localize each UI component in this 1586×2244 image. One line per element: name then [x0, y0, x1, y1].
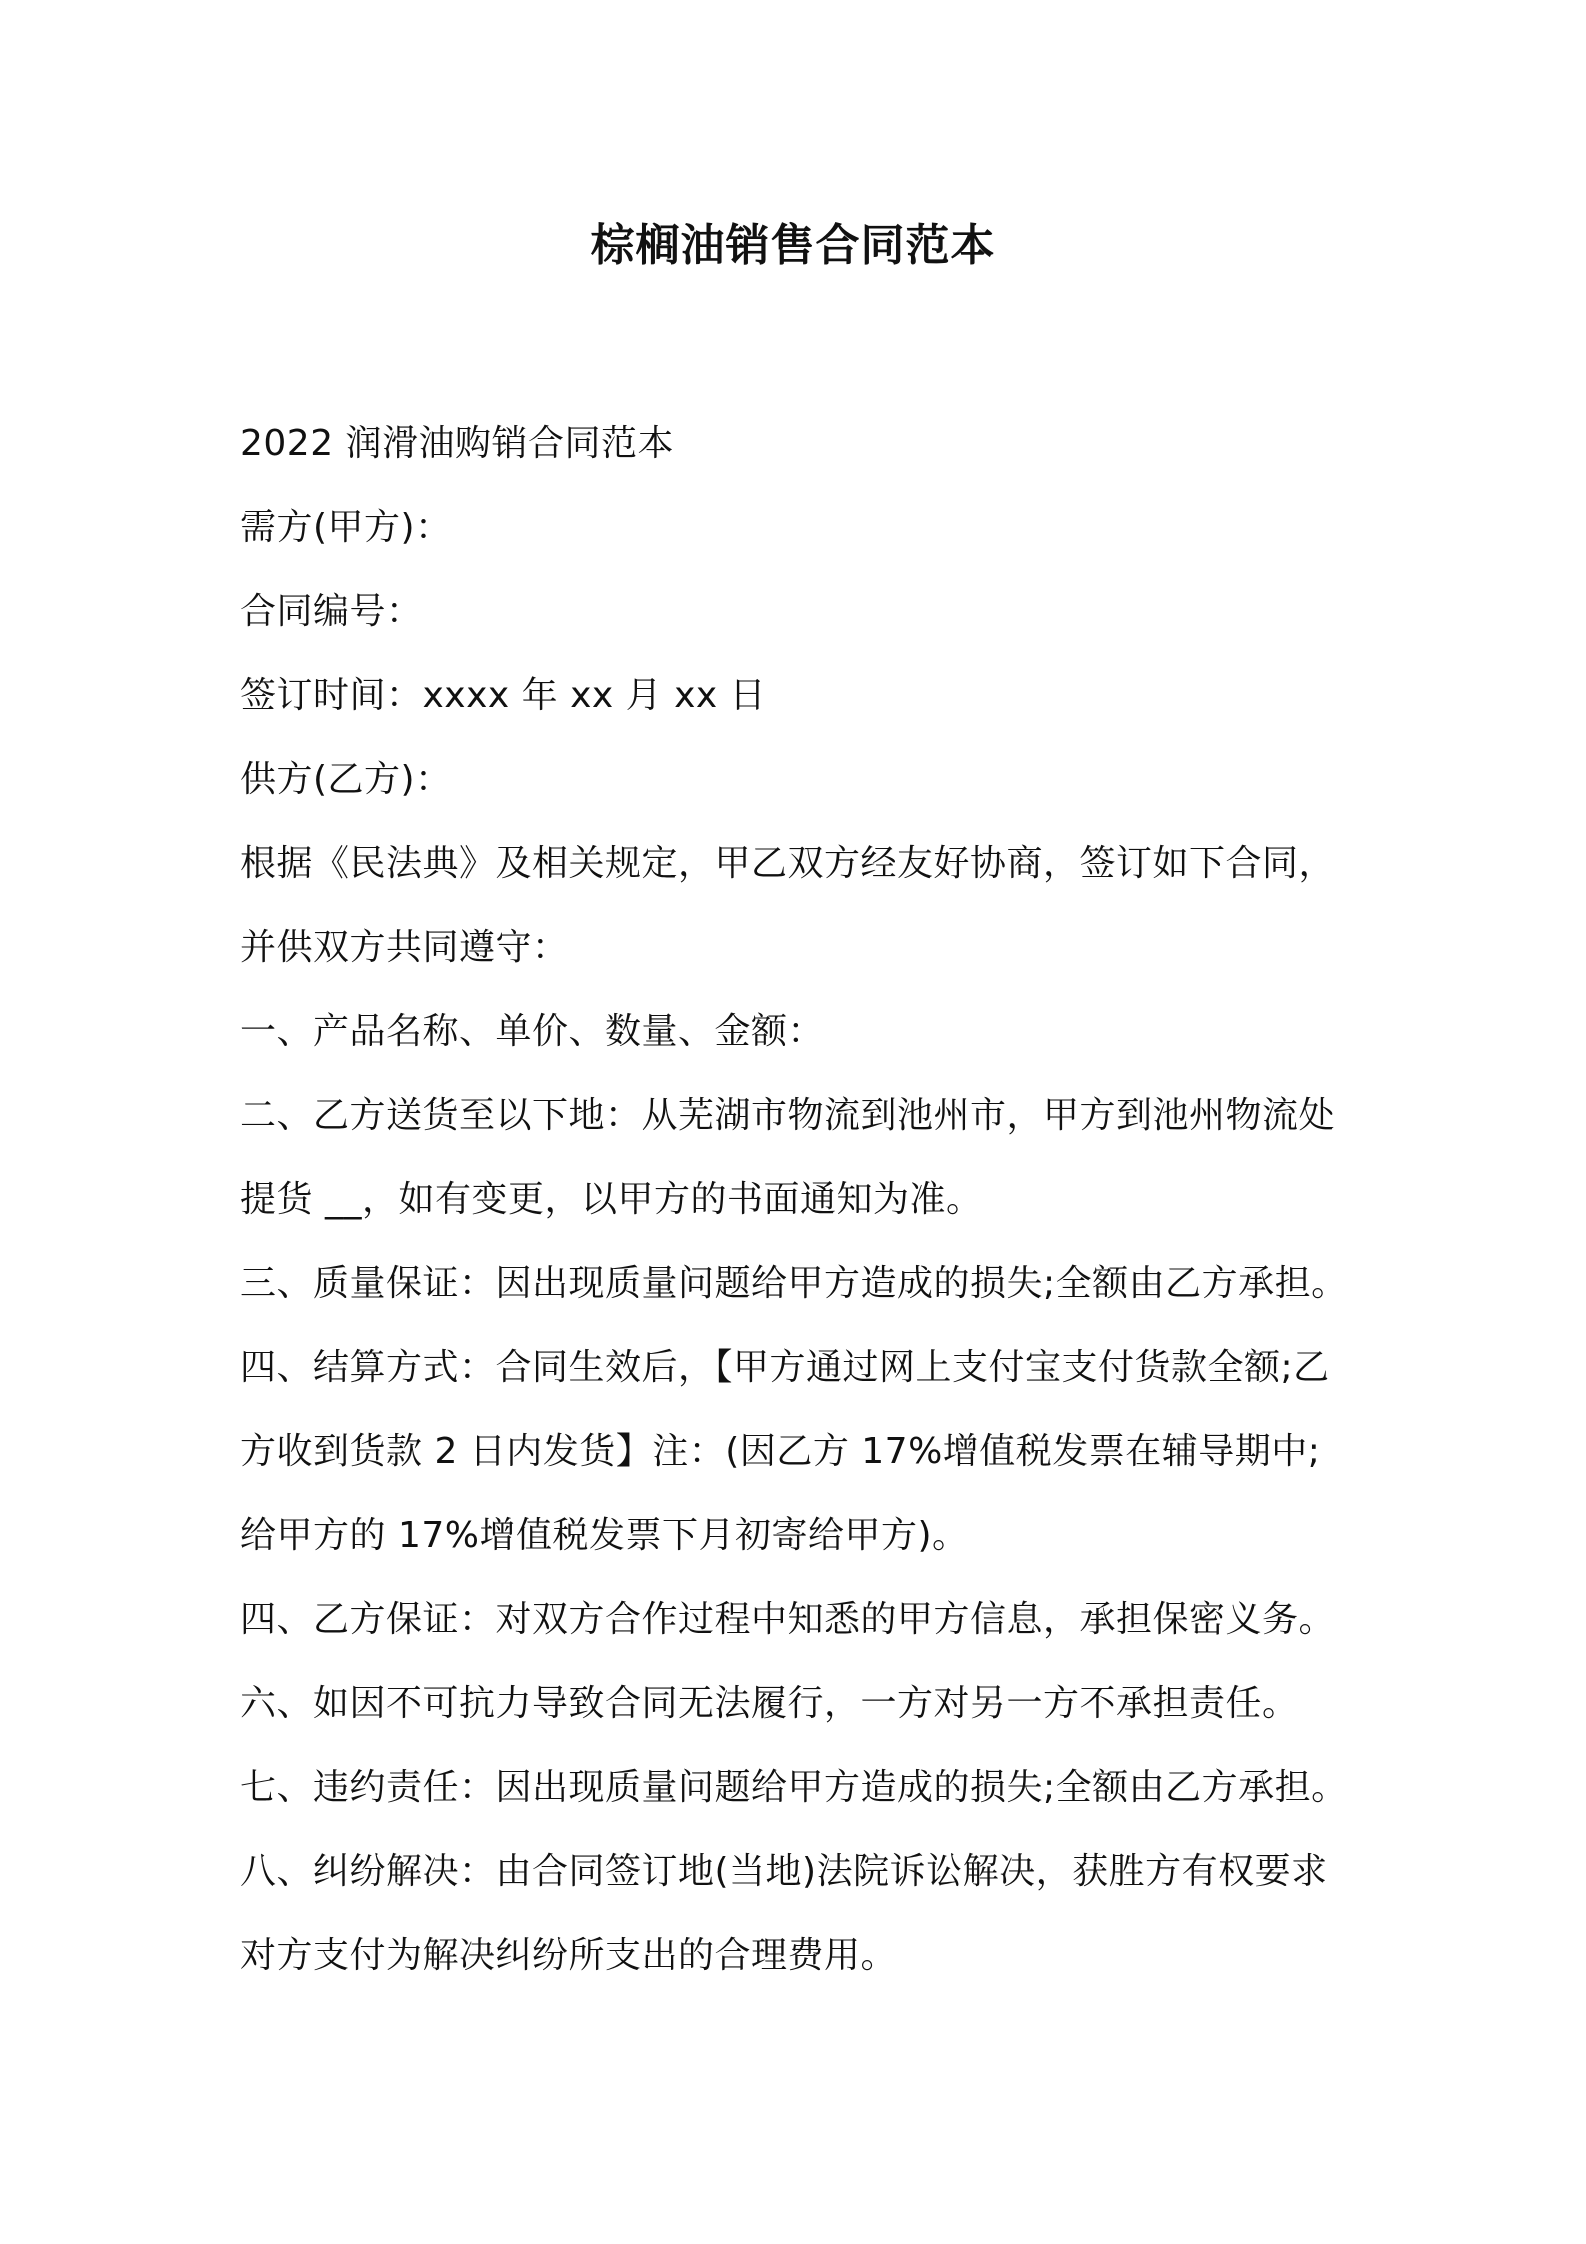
body-line: 给甲方的 17%增值税发票下月初寄给甲方)。 [240, 1515, 969, 1556]
body-line: 合同编号： [240, 591, 423, 632]
body-line: 二、乙方送货至以下地：从芜湖市物流到池州市，甲方到池州物流处 [240, 1095, 1336, 1136]
body-line: 六、如因不可抗力导致合同无法履行，一方对另一方不承担责任。 [240, 1683, 1299, 1724]
body-line: 一、产品名称、单价、数量、金额： [240, 1011, 825, 1052]
body-line: 根据《民法典》及相关规定，甲乙双方经友好协商，签订如下合同， [240, 843, 1336, 884]
body-line: 四、结算方式：合同生效后，【甲方通过网上支付宝支付货款全额;乙 [240, 1347, 1330, 1388]
document-body [240, 402, 1370, 1998]
body-line: 八、纠纷解决：由合同签订地(当地)法院诉讼解决，获胜方有权要求 [240, 1851, 1328, 1892]
body-line: 签订时间：xxxx 年 xx 月 xx 日 [240, 675, 767, 716]
document-title: 棕榈油销售合同范本 [590, 220, 996, 271]
body-line: 三、质量保证：因出现质量问题给甲方造成的损失;全额由乙方承担。 [240, 1263, 1348, 1304]
body-line: 方收到货款 2 日内发货】注：(因乙方 17%增值税发票在辅导期中; [240, 1431, 1321, 1472]
body-line: 对方支付为解决纠纷所支出的合理费用。 [240, 1935, 898, 1976]
body-line: 七、违约责任：因出现质量问题给甲方造成的损失;全额由乙方承担。 [240, 1767, 1348, 1808]
body-line: 供方(乙方)： [240, 759, 452, 800]
body-line: 提货 __，如有变更，以甲方的书面通知为准。 [240, 1179, 983, 1220]
body-line: 2022 润滑油购销合同范本 [240, 423, 675, 464]
body-line: 并供双方共同遵守： [240, 927, 569, 968]
body-line: 需方(甲方)： [240, 507, 452, 548]
body-line: 四、乙方保证：对双方合作过程中知悉的甲方信息，承担保密义务。 [240, 1599, 1336, 1640]
